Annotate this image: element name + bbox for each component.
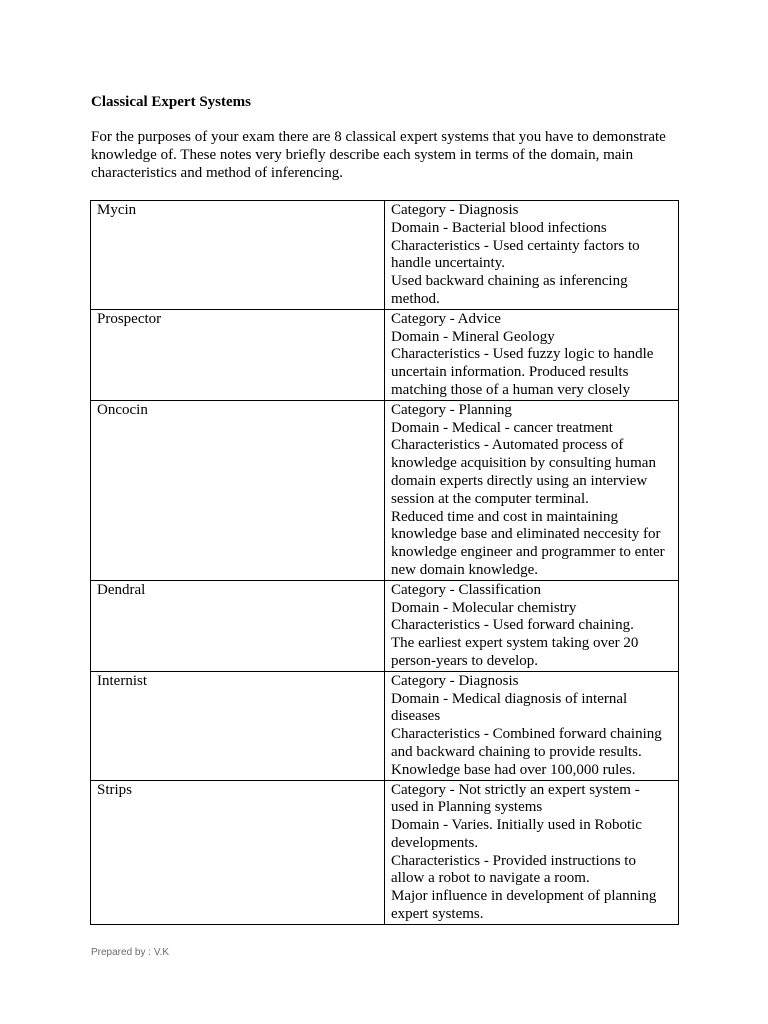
detail-line: Category - Not strictly an expert system - [391, 781, 640, 798]
system-detail-cell [385, 580, 679, 671]
system-name-cell: Mycin [91, 201, 385, 310]
system-name-cell: Internist [91, 671, 385, 780]
detail-line: Domain - Bacterial blood infections [391, 219, 607, 236]
table-row [91, 580, 679, 671]
detail-line: knowledge base and eliminated neccesity for [391, 526, 661, 543]
detail-line: Domain - Varies. Initially used in Robotic [391, 817, 642, 834]
detail-line: new domain knowledge. [391, 561, 539, 578]
system-name-cell: Oncocin [91, 400, 385, 580]
detail-line: handle uncertainty. [391, 255, 505, 272]
system-detail-cell [385, 201, 679, 310]
table-row [91, 780, 679, 924]
detail-line: Characteristics - Automated process of [391, 437, 624, 454]
system-detail-cell [385, 400, 679, 580]
detail-line: The earliest expert system taking over 20 [391, 635, 639, 652]
page-title: Classical Expert Systems [91, 94, 251, 110]
table-row [91, 201, 679, 310]
detail-line: Category - Planning [391, 401, 512, 418]
detail-line: Characteristics - Used certainty factors to [391, 237, 640, 254]
intro-line: characteristics and method of inferencing. [91, 165, 343, 181]
detail-line: knowledge acquisition by consulting human [391, 455, 656, 472]
detail-line: Used backward chaining as inferencing [391, 273, 628, 290]
detail-line: expert systems. [391, 906, 484, 923]
detail-line: Characteristics - Used forward chaining. [391, 617, 634, 634]
detail-line: Domain - Medical diagnosis of internal [391, 690, 628, 707]
detail-line: method. [391, 290, 440, 307]
table-row [91, 400, 679, 580]
table-row [91, 309, 679, 400]
detail-line: and backward chaining to provide results. [391, 743, 642, 760]
detail-line: session at the computer terminal. [391, 490, 589, 507]
detail-line: Category - Classification [391, 581, 541, 598]
detail-line: Characteristics - Used fuzzy logic to handle [391, 346, 654, 363]
detail-line: developments. [391, 834, 479, 851]
system-name-cell: Dendral [91, 580, 385, 671]
detail-line: Category - Advice [391, 310, 501, 327]
intro-paragraph [91, 128, 691, 182]
detail-line: person-years to develop. [391, 652, 539, 669]
system-name-cell: Prospector [91, 309, 385, 400]
detail-line: Reduced time and cost in maintaining [391, 508, 619, 525]
footer-prepared-by: Prepared by : V.K [91, 947, 170, 958]
table-row [91, 671, 679, 780]
intro-line: knowledge of. These notes very briefly describe each system in terms of the domain, main [91, 147, 634, 163]
detail-line: used in Planning systems [391, 799, 543, 816]
detail-line: Category - Diagnosis [391, 202, 519, 218]
system-detail-cell [385, 780, 679, 924]
system-detail-cell [385, 671, 679, 780]
detail-line: allow a robot to navigate a room. [391, 870, 590, 887]
detail-line: Characteristics - Combined forward chaining [391, 726, 662, 743]
detail-line: uncertain information. Produced results [391, 364, 629, 381]
system-name-cell: Strips [91, 780, 385, 924]
detail-line: diseases [391, 708, 441, 725]
detail-line: Knowledge base had over 100,000 rules. [391, 761, 636, 778]
intro-line: For the purposes of your exam there are 8 classical expert systems that you have to demonstrate [91, 129, 666, 145]
detail-line: Category - Diagnosis [391, 672, 519, 689]
detail-line: Characteristics - Provided instructions to [391, 852, 636, 869]
detail-line: Domain - Molecular chemistry [391, 599, 577, 616]
detail-line: Major influence in development of planning [391, 888, 657, 905]
detail-line: domain experts directly using an interview [391, 472, 648, 489]
detail-line: matching those of a human very closely [391, 381, 631, 398]
system-detail-cell [385, 309, 679, 400]
detail-line: knowledge engineer and programmer to enter [391, 544, 665, 561]
detail-line: Domain - Medical - cancer treatment [391, 419, 613, 436]
expert-systems-table [90, 200, 679, 925]
detail-line: Domain - Mineral Geology [391, 328, 555, 345]
